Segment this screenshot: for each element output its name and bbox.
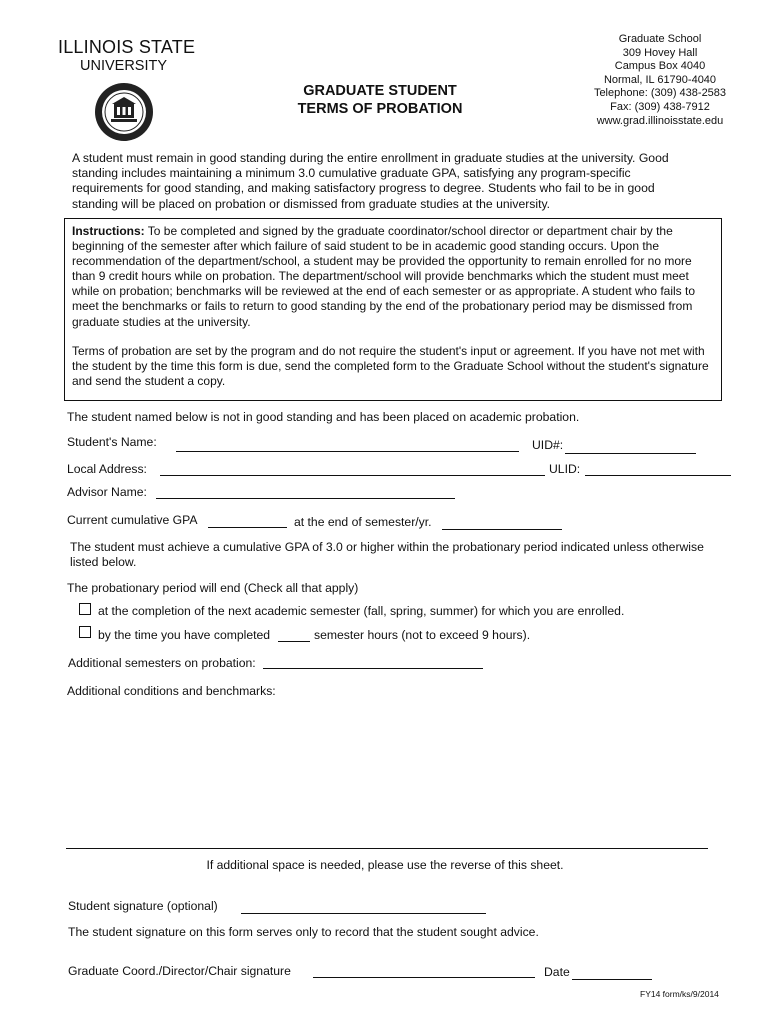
gpa-requirement-text: The student must achieve a cumulative GPA of 3.0 or higher within the probationary period indicated unless otherwise listed below. — [70, 540, 704, 569]
university-seal-icon — [94, 82, 154, 142]
date-field[interactable] — [572, 968, 652, 980]
gpa-label: Current cumulative GPA — [67, 513, 198, 527]
university-name: ILLINOIS STATE — [58, 37, 196, 57]
student-signature-label: Student signature (optional) — [68, 899, 218, 913]
address-line: Telephone: (309) 438-2583 — [593, 87, 727, 100]
additional-semesters-label: Additional semesters on probation: — [68, 656, 256, 670]
advisor-name-label: Advisor Name: — [67, 485, 147, 499]
semester-field[interactable] — [442, 518, 562, 530]
instructions-label: Instructions: — [72, 224, 145, 238]
ulid-field[interactable] — [585, 464, 731, 476]
instructions-paragraph-1 — [72, 224, 714, 330]
graduate-school-address — [575, 33, 745, 128]
address-line: Fax: (309) 438-7912 — [610, 100, 710, 113]
student-name-label: Student's Name: — [67, 435, 157, 449]
uid-label: UID#: — [532, 438, 564, 452]
website-link[interactable]: www.grad.illinoisstate.edu — [596, 114, 724, 127]
intro-paragraph: A student must remain in good standing during the entire enrollment in graduate studies at the university. Good standing includes maintaining a minimum 3.0 cumulative graduate GPA, satisfying any program-specific requirements for good standing, and making satisfactory progress to degree. Students who fail to be in good standing will be placed on probation or dismissed from graduate studies at the university. — [72, 151, 669, 211]
credit-hours-checkbox[interactable] — [79, 626, 91, 638]
credit-hours-field[interactable] — [278, 630, 310, 642]
gpa-field[interactable] — [208, 516, 287, 528]
title-line-1: GRADUATE STUDENT — [303, 83, 457, 99]
instructions-text: To be completed and signed by the graduate coordinator/school director or department chair by the beginning of the semester after which failure of said student to be in academic good standing occurs. Upon the recommendation of the department/school, a student may be provided the opportunity to remain enrolled for no more than 9 credit hours while on probation. The department/school will provide benchmarks which the student must meet while on probation; benchmarks will be reviewed at the end of each semester or as appropriate. A student who fails to meet the benchmarks or fails to return to good standing by the end of the probationary period may be dismissed from graduate studies at the university. — [72, 224, 696, 329]
title-line-2: TERMS OF PROBATION — [297, 101, 463, 117]
address-line: Graduate School — [618, 33, 702, 45]
date-label: Date — [544, 965, 570, 979]
conditions-text-area[interactable] — [66, 702, 708, 842]
reverse-side-note: If additional space is needed, please use the reverse of this sheet. — [206, 858, 564, 872]
probation-period-label: The probationary period will end (Check all that apply) — [67, 581, 359, 595]
signature-note: The student signature on this form serves only to record that the student sought advice. — [68, 925, 539, 939]
credit-hours-option-post: semester hours (not to exceed 9 hours). — [314, 628, 531, 642]
local-address-label: Local Address: — [67, 462, 147, 476]
ulid-label: ULID: — [549, 462, 581, 476]
university-subname: UNIVERSITY — [80, 58, 168, 74]
form-title — [270, 82, 490, 118]
additional-semesters-field[interactable] — [263, 657, 483, 669]
form-code: FY14 form/ks/9/2014 — [640, 989, 719, 999]
address-line: 309 Hovey Hall — [622, 46, 698, 59]
coordinator-signature-field[interactable] — [313, 966, 535, 978]
student-name-field[interactable] — [176, 440, 519, 452]
local-address-field[interactable] — [160, 464, 545, 476]
probation-statement: The student named below is not in good standing and has been placed on academic probation. — [67, 410, 580, 424]
address-line: Normal, IL 61790-4040 — [603, 73, 717, 86]
student-signature-field[interactable] — [241, 902, 486, 914]
conditions-divider — [66, 848, 708, 849]
credit-hours-option-pre: by the time you have completed — [98, 628, 271, 642]
instructions-box — [64, 218, 722, 401]
uid-field[interactable] — [565, 442, 696, 454]
next-semester-checkbox[interactable] — [79, 603, 91, 615]
next-semester-option: at the completion of the next academic semester (fall, spring, summer) for which you are enrolled. — [98, 604, 625, 618]
coordinator-signature-label: Graduate Coord./Director/Chair signature — [68, 964, 291, 978]
instructions-paragraph-2: Terms of probation are set by the program and do not require the student's input or agreement. If you have not met with the student by the time this form is due, send the completed form to the Graduate School without the student's signature and send the student a copy. — [72, 343, 709, 388]
advisor-name-field[interactable] — [156, 487, 455, 499]
semester-label: at the end of semester/yr. — [294, 515, 432, 529]
conditions-label: Additional conditions and benchmarks: — [67, 684, 276, 698]
address-line: Campus Box 4040 — [614, 60, 706, 73]
